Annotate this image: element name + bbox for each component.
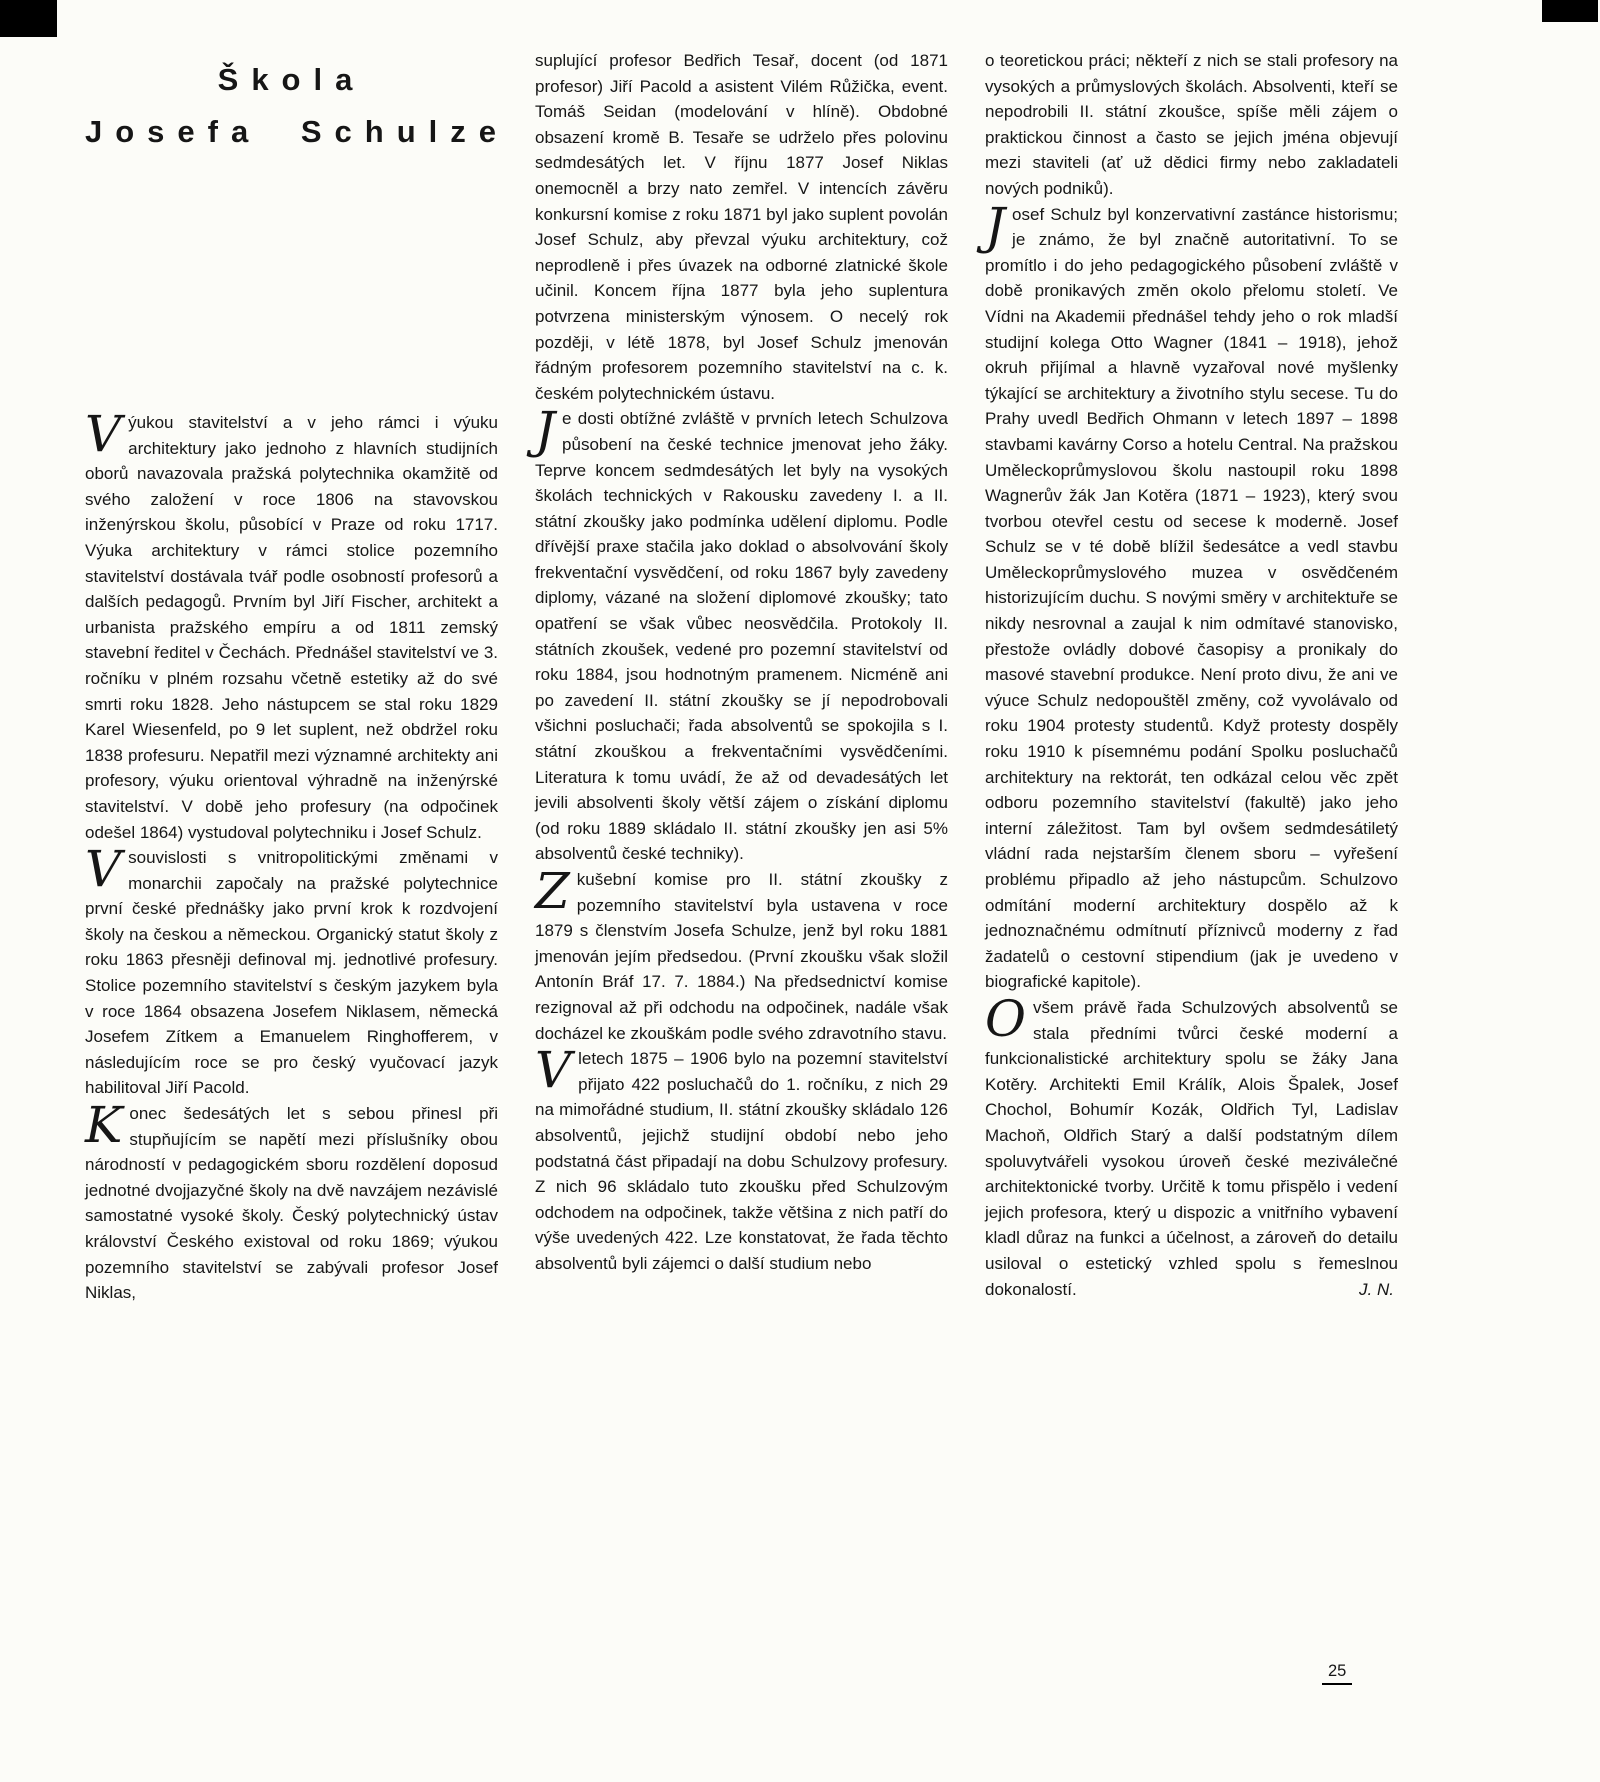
paragraph bbox=[85, 1096, 498, 1306]
paragraph-text: suplující profesor Bedřich Tesař, docent (od 1871 profesor) Jiří Pacold a asistent Vilém Růžička, event. Tomáš Seidan (modelování v hlíně). Obdobné obsazení kromě B. Tesaře se udrželo přes polovinu sedmdesátých let. V říjnu 1877 Josef Niklas onemocněl a brzy nato zemřel. V intencích závěru konkursní komise z roku 1871 byl jako suplent povolán Josef Schulz, aby převzal výuku architektury, což neprodleně i přes úvazek na odborné zlatnické škole učinil. Koncem října 1877 byla jeho suplentura potvrzena ministerským výnosem. O necelý rok později, v létě 1878, byl Josef Schulz jmenován řádným profesorem pozemního stavitelství na c. k. českém polytechnickém ústavu. bbox=[535, 51, 948, 403]
paragraph bbox=[535, 48, 948, 406]
paragraph bbox=[535, 1041, 948, 1276]
page-number: 25 bbox=[1322, 1662, 1352, 1685]
paragraph-text: o teoretickou práci; někteří z nich se stali profesory na vysokých a průmyslových školách. Absolventi, kteří se nepodrobili II. státní zkoušce, spíše měli zájem o praktickou činnost a často se jejich jména objevují mezi staviteli (ať už dědici firmy nebo zakladateli nových podniků). bbox=[985, 51, 1398, 198]
paragraph bbox=[985, 989, 1398, 1302]
paragraph bbox=[535, 401, 948, 867]
scan-artifact-top-right bbox=[1542, 0, 1598, 22]
dropcap: V bbox=[535, 1041, 572, 1100]
paragraph-text: všem právě řada Schulzových absolventů se stala předními tvůrci české moderní a funkcionalistické architektury spolu se žáky Jana Kotěry. Architekti Emil Králík, Alois Špalek, Josef Chochol, Bohumír Kozák, Oldřich Tyl, Ladislav Machoň, Oldřich Starý a další podstatným dílem spoluvytvářeli vysokou úroveň české meziválečné architektonické tvorby. Určitě k tomu přispělo i vedení jejich profesora, který u dispozic a vnitřního vybavení kladl důraz na funkci a účelnost, a zároveň do detailu usiloval o estetický vzhled spolu s řemeslnou dokonalostí. bbox=[985, 997, 1398, 1299]
author-initials: J. N. bbox=[1359, 1279, 1394, 1299]
paragraph-text: e dosti obtížné zvláště v prvních letech Schulzova působení na české technice jmenovat jeho žáky. Teprve koncem sedmdesátých let byly na vysokých školách technických v Rakousku zavedeny I. a II. státní zkoušky jako podmínka udělení diplomu. Podle dřívější praxe stačila jako doklad o absolvování školy frekventační vysvědčení, od roku 1867 byly zavedeny diplomy, vázané na složení diplomové zkoušky; tato opatření se však vůbec neosvědčila. Protokoly II. státních zkoušek, vedené pro pozemní stavitelství od roku 1884, jsou hodnotným pramenem. Nicméně ani po zavedení II. státní zkoušky se jí nepodrobovali všichni posluchači; řada absolventů se spokojila s I. státní zkouškou a frekventačními vysvědčeními. Literatura k tomu uvádí, že až od devadesátých let jevili absolventi školy větší zájem o získání diplomu (od roku 1889 skládalo II. státní zkoušky jen asi 5% absolventů české techniky). bbox=[535, 409, 948, 864]
dropcap: O bbox=[985, 989, 1026, 1048]
dropcap: J bbox=[535, 401, 556, 460]
dropcap: K bbox=[85, 1096, 123, 1155]
paragraph bbox=[85, 405, 498, 845]
dropcap: V bbox=[85, 840, 122, 899]
dropcap: Z bbox=[535, 862, 570, 920]
paragraph-text: osef Schulz byl konzervativní zastánce historismu; je známo, že byl značně autoritativní. To se promítlo i do jeho pedagogického působení zvláště v době pronikavých změn okolo přelomu století. Ve Vídni na Akademii přednášel tehdy jeho o rok mladší studijní kolega Otto Wagner (1841 – 1918), jehož okruh přijímal a hlavně vyzařoval nové myšlenky týkající se architektury a životního stylu secese. Tu do Prahy uvedl Bedřich Ohmann v letech 1897 – 1898 stavbami kavárny Corso a hotelu Central. Na pražskou Uměleckoprůmyslovou školu nastoupil roku 1898 Wagnerův žák Jan Kotěra (1871 – 1923), který svou tvorbou otevřel cestu od secese k moderně. Josef Schulz se v té době blížil šedesátce a vedl stavbu Uměleckoprůmyslového muzea v osvědčeném historizujícím duchu. S novými směry v architektuře se nikdy nesrovnal a zaujal k nim odmítavé stanovisko, přestože ovládly dobové časopisy a pronikaly do masové stavební produkce. Není proto divu, že ani ve výuce Schulz nedopouštěl změny, což vyvolávalo od roku 1904 protesty studentů. Když protesty dospěly roku 1910 k písemnému podání Spolku posluchačů architektury na rektorát, ten odkázal celou věc zpět odboru pozemního stavitelství (fakultě) jako jeho interní záležitost. Tam byl ovšem sedmdesátiletý vládní rada nejstarším členem sboru – vyřešení problému připadlo až jeho nástupcům. Schulzovo odmítání moderní architektury dospělo až k jednoznačnému odmítnutí příznivců moderny z řad žadatelů o cestovní stipendium (jak je uvedeno v biografické kapitole). bbox=[985, 204, 1398, 992]
paragraph-text: letech 1875 – 1906 bylo na pozemní stavitelství přijato 422 posluchačů do 1. ročníku, z nich 29 na mimořádné studium, II. státní zkoušky skládalo 126 absolventů, jejichž studijní období nebo jeho podstatná část připadají na dobu Schulzovy profesury. Z nich 96 skládalo tuto zkoušku před Schulzovým odchodem na odpočinek, takže většina z nich patří do výše uvedených 422. Lze konstatovat, že řada těchto absolventů byli zájemci o další studium nebo bbox=[535, 1049, 948, 1273]
column-1 bbox=[85, 48, 509, 1306]
column-3 bbox=[985, 48, 1398, 1306]
paragraph-text: ýukou stavitelství a v jeho rámci i výuku architektury jako jednoho z hlavních studijních oborů navazovala pražská polytechnika okamžitě od svého založení v roce 1806 na stavovskou inženýrskou školu, působící v Praze od roku 1717. Výuka architektury v rámci stolice pozemního stavitelství dostávala tvář podle osobností profesorů a dalších pedagogů. Prvním byl Jiří Fischer, architekt a urbanista pražského empíru a od 1811 zemský stavební ředitel v Čechách. Přednášel stavitelství ve 3. ročníku v plném rozsahu včetně estetiky až do své smrti roku 1828. Jeho nástupcem se stal roku 1829 Karel Wiesenfeld, po 9 let suplent, než obdržel roku 1838 profesuru. Nepatřil mezi významné architekty ani profesory, výuku orientoval výhradně na inženýrské stavitelství. V době jeho profesury (na odpočinek odešel 1864) vystudoval polytechniku i Josef Schulz. bbox=[85, 413, 498, 842]
paragraph-text: souvislosti s vnitropolitickými změnami v monarchii započaly na pražské polytechnice první české přednášky jako první krok k rozdvojení školy na českou a německou. Organický statut školy z roku 1863 přesněji definoval mj. jednotlivé profesury. Stolice pozemního stavitelství s českým jazykem byla v roce 1864 obsazena Josefem Niklasem, německá Josefem Zítkem a Emanuelem Ringhofferem, v následujícím roce se pro český vyučovací jazyk habilitoval Jiří Pacold. bbox=[85, 848, 498, 1098]
dropcap: V bbox=[85, 405, 122, 463]
dropcap: J bbox=[985, 196, 1006, 255]
page bbox=[85, 48, 1398, 1306]
paragraph bbox=[85, 840, 498, 1101]
scan-artifact-top-left bbox=[0, 0, 57, 37]
column-2 bbox=[535, 48, 948, 1306]
title-line-2: Josefa Schulze bbox=[85, 114, 509, 149]
article-title bbox=[85, 54, 509, 158]
paragraph-text: kušební komise pro II. státní zkoušky z pozemního stavitelství byla ustavena v roce 1879 s členstvím Josefa Schulze, jenž byl roku 1881 jmenován jejím předsedou. (První zkoušku však složil Antonín Bráf 17. 7. 1884.) Na předsednictví komise rezignoval až při odchodu na odpočinek, nadále však docházel ke zkouškám podle svého zdravotního stavu. bbox=[535, 870, 948, 1043]
paragraph-text: onec šedesátých let s sebou přinesl při stupňujícím se napětí mezi příslušníky obou národností v pedagogickém sboru rozdělení doposud jednotné dvojjazyčné školy na dvě navzájem nezávislé samostatné vysoké školy. Český polytechnický ústav království Českého existoval od roku 1869; výukou pozemního stavitelství se zabývali profesor Josef Niklas, bbox=[85, 1104, 498, 1303]
paragraph bbox=[535, 862, 948, 1046]
article-columns bbox=[85, 48, 1398, 1306]
paragraph bbox=[985, 48, 1398, 202]
title-line-1: Škola bbox=[217, 62, 366, 97]
paragraph bbox=[985, 196, 1398, 995]
